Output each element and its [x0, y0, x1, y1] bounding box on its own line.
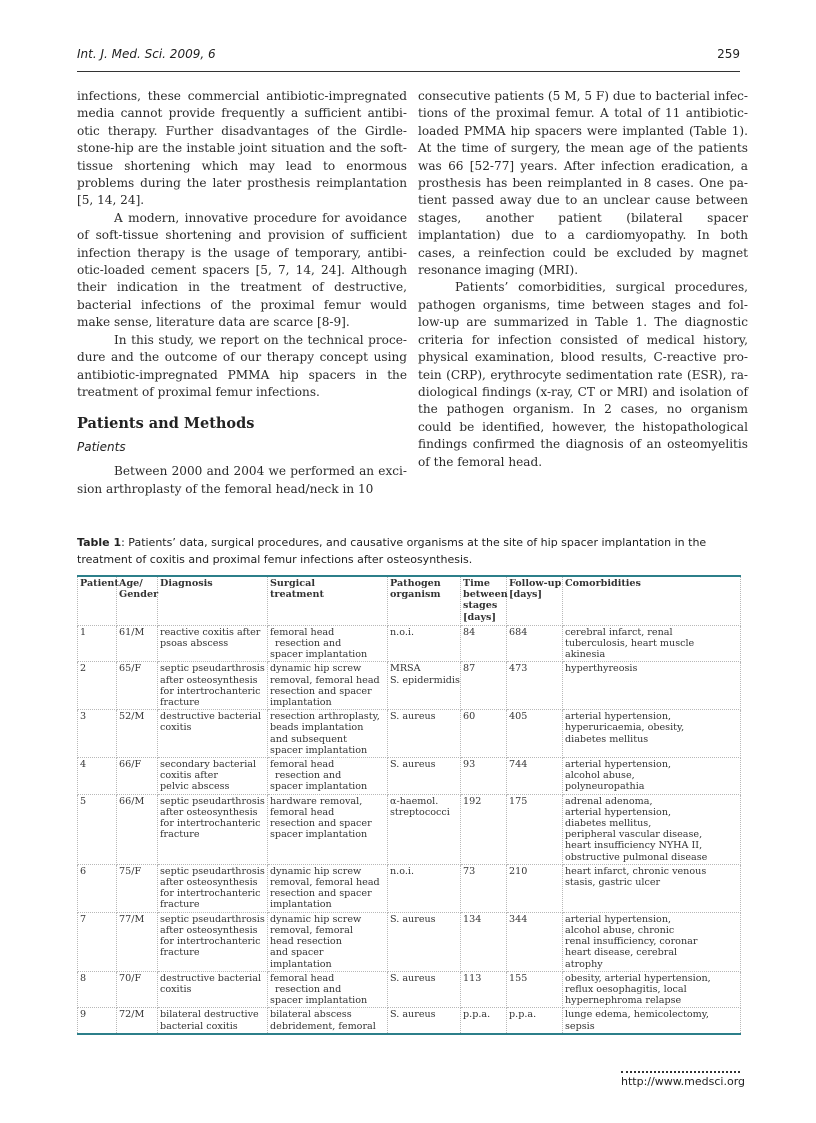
- cell-surgical-treatment: dynamic hip screw removal, femoral head resection and spacer implantation: [268, 864, 388, 912]
- cell-diagnosis: septic pseudarthrosis after osteosynthesis for intertrochanteric fracture: [158, 912, 268, 971]
- table-body: [78, 625, 741, 1033]
- cell-patient: 6: [78, 864, 117, 912]
- cell-age-gender: 70/F: [117, 971, 158, 1008]
- cell-follow-up: 344: [507, 912, 563, 971]
- table-header-row: [78, 576, 741, 625]
- cell-diagnosis: secondary bacterial coxitis after pelvic abscess: [158, 758, 268, 795]
- cell-follow-up: p.p.a.: [507, 1008, 563, 1034]
- cell-patient: 4: [78, 758, 117, 795]
- table-row: [78, 912, 741, 971]
- cell-follow-up: 175: [507, 794, 563, 864]
- cell-surgical-treatment: femoral head resection and spacer implantation: [268, 971, 388, 1008]
- table-caption: [77, 534, 743, 568]
- cell-diagnosis: bilateral destructive bacterial coxitis: [158, 1008, 268, 1034]
- col-header-follow-up: Follow-up [days]: [507, 576, 563, 625]
- cell-follow-up: 405: [507, 710, 563, 758]
- table-row: [78, 971, 741, 1008]
- left-column: [77, 88, 407, 498]
- cell-comorbidities: arterial hypertension, alcohol abuse, chronic renal insufficiency, coronar heart disease, cerebral atrophy: [563, 912, 741, 971]
- table-label: Table 1: [77, 536, 122, 549]
- cell-comorbidities: heart infarct, chronic venous stasis, gastric ulcer: [563, 864, 741, 912]
- cell-age-gender: 75/F: [117, 864, 158, 912]
- cell-surgical-treatment: dynamic hip screw removal, femoral head resection and spacer implantation: [268, 912, 388, 971]
- footer-rule: [621, 1071, 740, 1073]
- cell-patient: 5: [78, 794, 117, 864]
- paragraph: A modern, innovative procedure for avoidance of soft-tissue shortening and provision of sufficient infection therapy is the usage of temporary, antibiotic-loaded cement spacers [5, 7, 14, 24]. Although their indication in the treatment of destructive, bacterial infections of the proximal femur would make sense, literature data are scarce [8-9].: [77, 210, 407, 330]
- cell-surgical-treatment: dynamic hip screw removal, femoral head resection and spacer implantation: [268, 662, 388, 710]
- col-header-comorbidities: Comorbidities: [563, 576, 741, 625]
- patients-table: [77, 575, 741, 1035]
- paragraph: consecutive patients (5 M, 5 F) due to bacterial infections of the proximal femur. A total of 11 antibiotic-loaded PMMA hip spacers were implanted (Table 1). At the time of surgery, the mean age of the patients was 66 [52-77] years. After infection eradication, a prosthesis has been reimplanted in 8 cases. One patient passed away due to an unclear cause between stages, another patient (bilateral spacer implantation) due to a cardiomyopathy. In both cases, a reinfection could be excluded by magnet resonance imaging (MRI).: [418, 89, 748, 278]
- footer-url: http://www.medsci.org: [621, 1075, 746, 1088]
- cell-follow-up: 210: [507, 864, 563, 912]
- cell-diagnosis: destructive bacterial coxitis: [158, 971, 268, 1008]
- col-header-time-between-stages: Time between stages [days]: [461, 576, 507, 625]
- table-row: [78, 794, 741, 864]
- cell-diagnosis: septic pseudarthrosis after osteosynthesis for intertrochanteric fracture: [158, 794, 268, 864]
- cell-comorbidities: cerebral infarct, renal tuberculosis, heart muscle akinesia: [563, 625, 741, 662]
- cell-pathogen: MRSA S. epidermidis: [388, 662, 461, 710]
- col-header-surgical-treatment: Surgical treatment: [268, 576, 388, 625]
- cell-follow-up: 744: [507, 758, 563, 795]
- cell-comorbidities: hyperthyreosis: [563, 662, 741, 710]
- table-row: [78, 625, 741, 662]
- cell-pathogen: S. aureus: [388, 758, 461, 795]
- cell-patient: 7: [78, 912, 117, 971]
- cell-time-between-stages: 113: [461, 971, 507, 1008]
- section-title: Patients and Methods: [77, 415, 255, 433]
- cell-surgical-treatment: hardware removal, femoral head resection and spacer spacer implantation: [268, 794, 388, 864]
- cell-patient: 9: [78, 1008, 117, 1034]
- subsection-title: Patients: [77, 439, 126, 454]
- cell-diagnosis: septic pseudarthrosis after osteosynthesis for intertrochanteric fracture: [158, 662, 268, 710]
- cell-time-between-stages: 73: [461, 864, 507, 912]
- cell-pathogen: S. aureus: [388, 1008, 461, 1034]
- cell-patient: 8: [78, 971, 117, 1008]
- page-number: 259: [717, 47, 740, 61]
- cell-pathogen: n.o.i.: [388, 864, 461, 912]
- cell-follow-up: 155: [507, 971, 563, 1008]
- cell-time-between-stages: p.p.a.: [461, 1008, 507, 1034]
- cell-follow-up: 473: [507, 662, 563, 710]
- table-row: [78, 710, 741, 758]
- header-rule: [77, 71, 740, 72]
- cell-diagnosis: reactive coxitis after psoas abscess: [158, 625, 268, 662]
- cell-surgical-treatment: resection arthroplasty, beads implantation and subsequent spacer implantation: [268, 710, 388, 758]
- cell-age-gender: 66/F: [117, 758, 158, 795]
- cell-patient: 2: [78, 662, 117, 710]
- cell-age-gender: 65/F: [117, 662, 158, 710]
- paragraph: infections, these commercial antibiotic-impregnated media cannot provide frequently a sufficient antibiotic therapy. Further disadvantages of the Girdlestone-hip are the instable joint situation and the soft-tissue shortening which may lead to enormous problems during the later prosthesis reimplantation [5, 14, 24].: [77, 89, 407, 208]
- cell-diagnosis: septic pseudarthrosis after osteosynthesis for intertrochanteric fracture: [158, 864, 268, 912]
- cell-comorbidities: arterial hypertension, hyperuricaemia, obesity, diabetes mellitus: [563, 710, 741, 758]
- running-header: [77, 45, 740, 67]
- table-row: [78, 1008, 741, 1034]
- col-header-pathogen: Pathogen organism: [388, 576, 461, 625]
- cell-pathogen: α-haemol. streptococci: [388, 794, 461, 864]
- cell-time-between-stages: 93: [461, 758, 507, 795]
- cell-time-between-stages: 84: [461, 625, 507, 662]
- cell-pathogen: S. aureus: [388, 710, 461, 758]
- cell-comorbidities: arterial hypertension, alcohol abuse, polyneuropathia: [563, 758, 741, 795]
- table-row: [78, 864, 741, 912]
- paragraph: Between 2000 and 2004 we performed an excision arthroplasty of the femoral head/neck in 10: [77, 464, 407, 496]
- cell-age-gender: 72/M: [117, 1008, 158, 1034]
- caption-text: : Patients’ data, surgical procedures, and causative organisms at the site of hip spacer implantation in the treatment of coxitis and proximal femur infections after osteosynthesis.: [77, 536, 707, 566]
- cell-age-gender: 77/M: [117, 912, 158, 971]
- cell-age-gender: 66/M: [117, 794, 158, 864]
- cell-patient: 1: [78, 625, 117, 662]
- cell-patient: 3: [78, 710, 117, 758]
- cell-follow-up: 684: [507, 625, 563, 662]
- cell-age-gender: 52/M: [117, 710, 158, 758]
- cell-time-between-stages: 134: [461, 912, 507, 971]
- cell-comorbidities: adrenal adenoma, arterial hypertension, diabetes mellitus, peripheral vascular disease, heart insufficiency NYHA II, obstructive pulmonal disease: [563, 794, 741, 864]
- cell-time-between-stages: 192: [461, 794, 507, 864]
- paragraph: Patients’ comorbidities, surgical procedures, pathogen organisms, time between stages and follow-up are summarized in Table 1. The diagnostic criteria for infection consisted of medical history, physical examination, blood results, C-reactive protein (CRP), erythrocyte sedimentation rate (ESR), radiological findings (x-ray, CT or MRI) and isolation of the pathogen organism. In 2 cases, no organism could be identified, however, the histopathological findings confirmed the diagnosis of an osteomyelitis of the femoral head.: [418, 280, 748, 469]
- cell-pathogen: n.o.i.: [388, 625, 461, 662]
- cell-surgical-treatment: bilateral abscess debridement, femoral: [268, 1008, 388, 1034]
- cell-age-gender: 61/M: [117, 625, 158, 662]
- col-header-age-gender: Age/ Gender: [117, 576, 158, 625]
- journal-citation: Int. J. Med. Sci. 2009, 6: [77, 47, 216, 61]
- table-row: [78, 662, 741, 710]
- cell-comorbidities: obesity, arterial hypertension, reflux oesophagitis, local hypernephroma relapse: [563, 971, 741, 1008]
- cell-pathogen: S. aureus: [388, 971, 461, 1008]
- cell-comorbidities: lunge edema, hemicolectomy, sepsis: [563, 1008, 741, 1034]
- cell-diagnosis: destructive bacterial coxitis: [158, 710, 268, 758]
- table-row: [78, 758, 741, 795]
- cell-surgical-treatment: femoral head resection and spacer implantation: [268, 625, 388, 662]
- col-header-patient: Patient: [78, 576, 117, 625]
- cell-surgical-treatment: femoral head resection and spacer implantation: [268, 758, 388, 795]
- cell-time-between-stages: 87: [461, 662, 507, 710]
- cell-pathogen: S. aureus: [388, 912, 461, 971]
- paragraph: In this study, we report on the technical procedure and the outcome of our therapy concept using antibiotic-impregnated PMMA hip spacers in the treatment of proximal femur infections.: [77, 332, 407, 399]
- right-column: [418, 88, 748, 471]
- col-header-diagnosis: Diagnosis: [158, 576, 268, 625]
- cell-time-between-stages: 60: [461, 710, 507, 758]
